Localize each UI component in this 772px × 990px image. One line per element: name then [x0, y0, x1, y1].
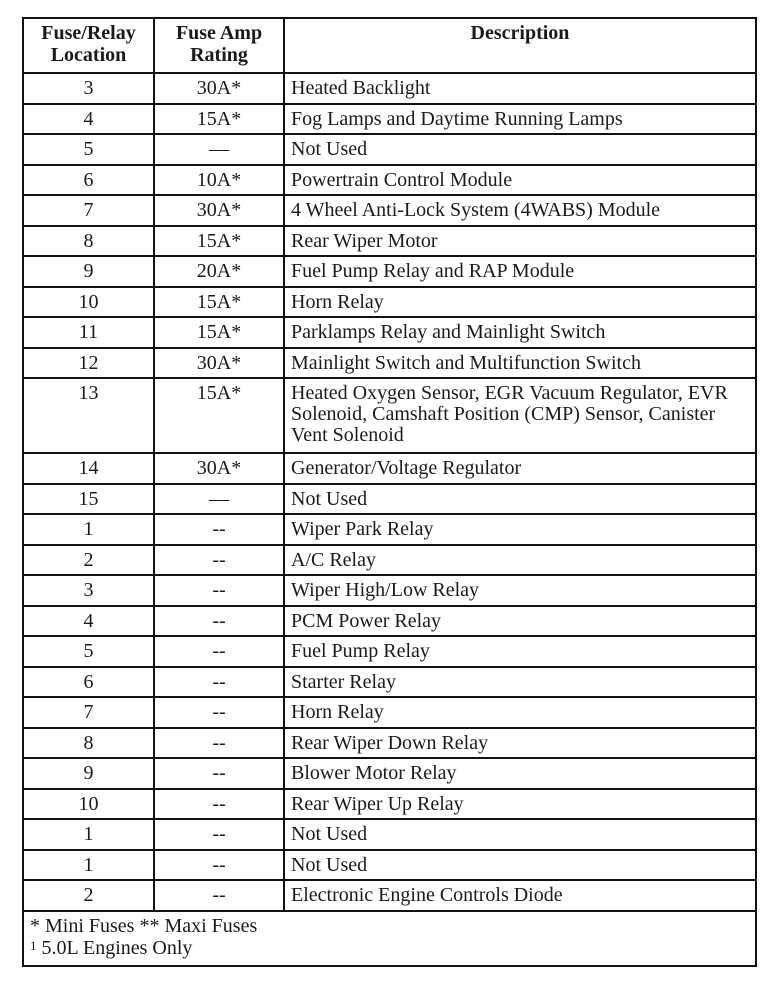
table-row	[23, 575, 756, 606]
cell-rating: —	[154, 134, 284, 165]
header-location	[23, 18, 154, 73]
cell-location: 9	[23, 256, 154, 287]
cell-location: 3	[23, 575, 154, 606]
table-row	[23, 134, 756, 165]
header-rating-line1: Fuse Amp	[175, 22, 263, 44]
cell-rating: --	[154, 758, 284, 789]
header-rating	[154, 18, 284, 73]
header-location-line2: Location	[50, 44, 127, 66]
cell-rating: --	[154, 636, 284, 667]
cell-rating: 10A*	[154, 165, 284, 196]
cell-rating: --	[154, 606, 284, 637]
cell-rating: 15A*	[154, 226, 284, 257]
table-row	[23, 728, 756, 759]
cell-rating: --	[154, 514, 284, 545]
table-row	[23, 73, 756, 104]
table-row	[23, 195, 756, 226]
footnote-row	[23, 911, 756, 966]
table-row	[23, 667, 756, 698]
cell-location: 2	[23, 545, 154, 576]
header-location-line1: Fuse/Relay	[41, 22, 136, 44]
table-row	[23, 850, 756, 881]
cell-location: 6	[23, 165, 154, 196]
cell-rating: 15A*	[154, 317, 284, 348]
cell-rating: --	[154, 789, 284, 820]
table-row	[23, 287, 756, 318]
cell-description: Wiper Park Relay	[284, 514, 756, 545]
cell-rating: —	[154, 484, 284, 515]
cell-location: 7	[23, 195, 154, 226]
cell-description: Rear Wiper Down Relay	[284, 728, 756, 759]
cell-rating: --	[154, 575, 284, 606]
cell-location: 11	[23, 317, 154, 348]
cell-location: 12	[23, 348, 154, 379]
cell-location: 1	[23, 819, 154, 850]
cell-description: Heated Oxygen Sensor, EGR Vacuum Regulator, EVR Solenoid, Camshaft Position (CMP) Sensor, Canister Vent Solenoid	[284, 378, 756, 453]
cell-location: 10	[23, 789, 154, 820]
cell-description: Heated Backlight	[284, 73, 756, 104]
cell-description: Not Used	[284, 850, 756, 881]
table-row	[23, 104, 756, 135]
table-row	[23, 758, 756, 789]
cell-description: Powertrain Control Module	[284, 165, 756, 196]
cell-description: Horn Relay	[284, 287, 756, 318]
cell-description: Horn Relay	[284, 697, 756, 728]
cell-description: Fuel Pump Relay and RAP Module	[284, 256, 756, 287]
cell-rating: --	[154, 545, 284, 576]
cell-location: 3	[23, 73, 154, 104]
header-description: Description	[284, 18, 756, 73]
table-row	[23, 165, 756, 196]
cell-description: Fuel Pump Relay	[284, 636, 756, 667]
table-row	[23, 226, 756, 257]
cell-description: 4 Wheel Anti-Lock System (4WABS) Module	[284, 195, 756, 226]
table-row	[23, 880, 756, 911]
cell-rating: 30A*	[154, 348, 284, 379]
cell-description: Generator/Voltage Regulator	[284, 453, 756, 484]
cell-location: 4	[23, 606, 154, 637]
table-row	[23, 453, 756, 484]
cell-description: PCM Power Relay	[284, 606, 756, 637]
cell-rating: 30A*	[154, 73, 284, 104]
table-row	[23, 697, 756, 728]
table-row	[23, 256, 756, 287]
table-header-row	[23, 18, 756, 73]
cell-rating: 15A*	[154, 378, 284, 453]
cell-description: Wiper High/Low Relay	[284, 575, 756, 606]
cell-location: 6	[23, 667, 154, 698]
cell-description: Rear Wiper Up Relay	[284, 789, 756, 820]
cell-location: 8	[23, 728, 154, 759]
table-row	[23, 348, 756, 379]
table-row	[23, 819, 756, 850]
cell-location: 15	[23, 484, 154, 515]
table-row	[23, 484, 756, 515]
cell-description: Fog Lamps and Daytime Running Lamps	[284, 104, 756, 135]
table-row	[23, 789, 756, 820]
cell-location: 5	[23, 636, 154, 667]
cell-rating: --	[154, 728, 284, 759]
cell-rating: --	[154, 850, 284, 881]
cell-rating: --	[154, 667, 284, 698]
footnote-marker: 1	[30, 937, 37, 953]
cell-description: Not Used	[284, 134, 756, 165]
cell-description: Blower Motor Relay	[284, 758, 756, 789]
cell-description: Mainlight Switch and Multifunction Switch	[284, 348, 756, 379]
cell-rating: --	[154, 819, 284, 850]
table-row	[23, 545, 756, 576]
cell-description: Electronic Engine Controls Diode	[284, 880, 756, 911]
cell-location: 4	[23, 104, 154, 135]
cell-location: 9	[23, 758, 154, 789]
table-row	[23, 606, 756, 637]
cell-description: Rear Wiper Motor	[284, 226, 756, 257]
cell-location: 14	[23, 453, 154, 484]
table-row	[23, 514, 756, 545]
cell-rating: 15A*	[154, 287, 284, 318]
cell-location: 1	[23, 514, 154, 545]
cell-location: 2	[23, 880, 154, 911]
table-row	[23, 378, 756, 453]
header-rating-line2: Rating	[190, 44, 248, 66]
fuse-relay-table	[22, 17, 757, 967]
cell-location: 1	[23, 850, 154, 881]
cell-location: 13	[23, 378, 154, 453]
cell-rating: 20A*	[154, 256, 284, 287]
cell-location: 8	[23, 226, 154, 257]
cell-location: 7	[23, 697, 154, 728]
footnote-engine: 5.0L Engines Only	[36, 936, 193, 959]
cell-rating: 30A*	[154, 195, 284, 226]
footnote-fuse-types: * Mini Fuses ** Maxi Fuses	[30, 914, 258, 937]
cell-description: Not Used	[284, 819, 756, 850]
cell-rating: 15A*	[154, 104, 284, 135]
table-row	[23, 317, 756, 348]
footnotes	[23, 911, 756, 966]
cell-rating: 30A*	[154, 453, 284, 484]
cell-location: 10	[23, 287, 154, 318]
cell-rating: --	[154, 880, 284, 911]
cell-description: A/C Relay	[284, 545, 756, 576]
cell-description: Not Used	[284, 484, 756, 515]
cell-rating: --	[154, 697, 284, 728]
cell-description: Starter Relay	[284, 667, 756, 698]
cell-description: Parklamps Relay and Mainlight Switch	[284, 317, 756, 348]
cell-location: 5	[23, 134, 154, 165]
table-row	[23, 636, 756, 667]
